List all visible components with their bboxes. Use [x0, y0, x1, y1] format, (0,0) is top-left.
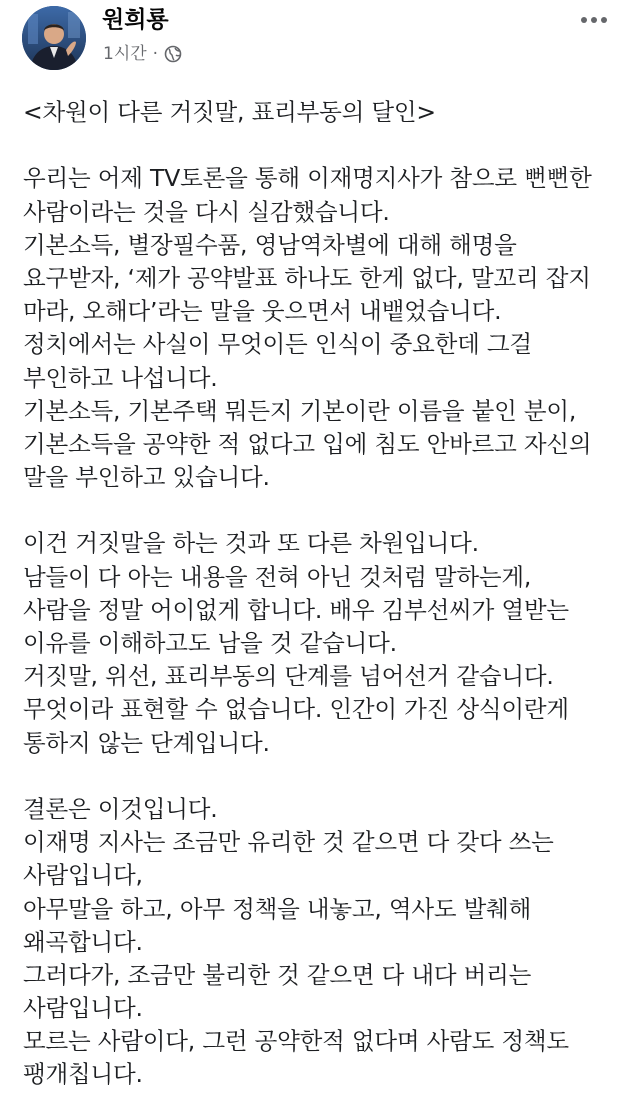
- post-text-line: 마라, 오해다’라는 말을 웃으면서 내뱉었습니다.: [23, 297, 502, 326]
- paragraph-spacer: [23, 129, 633, 162]
- post-time[interactable]: 1시간: [103, 44, 147, 64]
- post-text-line: 이재명 지사는 조금만 유리한 것 같으면 다 갖다 쓰는: [23, 828, 554, 857]
- post-text-line: 그러다가, 조금만 불리한 것 같으면 다 내다 버리는: [23, 960, 532, 989]
- post-text-line: 기본소득, 기본주택 뭐든지 기본이란 이름을 붙인 분이,: [23, 396, 577, 425]
- more-options-button[interactable]: [576, 10, 612, 30]
- post-text-line: 사람입니다.: [23, 994, 143, 1023]
- post-text-line: 우리는 어제 TV토론을 통해 이재명지사가 참으로 뻔뻔한: [23, 164, 592, 193]
- post-text-line: 이유를 이해하고도 남을 것 같습니다.: [23, 629, 397, 657]
- post-text-line: 무엇이라 표현할 수 없습니다. 인간이 가진 상식이란게: [23, 695, 569, 724]
- paragraph-spacer: [23, 760, 633, 793]
- post-text-line: 아무말을 하고, 아무 정책을 내놓고, 역사도 발췌해: [23, 894, 532, 923]
- post-text-line: 기본소득을 공약한 적 없다고 입에 침도 안바르고 자신의: [23, 429, 592, 458]
- post-text-line: 정치에서는 사실이 무엇이든 인식이 중요한데 그걸: [23, 330, 532, 359]
- avatar[interactable]: [22, 6, 86, 70]
- post-text-line: 통하지 않는 단계입니다.: [23, 728, 270, 757]
- post-text-line: 요구받자, ‘제가 공약발표 하나도 한게 없다, 말꼬리 잡지: [23, 263, 591, 292]
- author-name[interactable]: 원희룡: [102, 7, 169, 33]
- post-header: [0, 0, 640, 80]
- post-text-line: 팽개칩니다.: [23, 1060, 143, 1089]
- more-options-icon: [576, 10, 612, 30]
- paragraph-spacer: [23, 494, 633, 527]
- post-meta: [103, 42, 182, 66]
- post-text-line: 사람입니다,: [23, 861, 143, 890]
- post-text-line: 이건 거짓말을 하는 것과 또 다른 차원입니다.: [23, 529, 479, 558]
- globe-icon: [164, 45, 182, 63]
- post-body: [23, 96, 633, 1092]
- post-text-line: 말을 부인하고 있습니다.: [23, 463, 270, 492]
- post-text-line: 왜곡합니다.: [23, 927, 143, 956]
- post-text-line: 기본소득, 별장필수품, 영남역차별에 대해 해명을: [23, 230, 517, 259]
- post-title-line: <차원이 다른 거짓말, 표리부동의 달인>: [23, 98, 436, 126]
- post-text-line: 부인하고 나섭니다.: [23, 363, 218, 392]
- post-text-line: 결론은 이것입니다.: [23, 794, 218, 823]
- post-text-line: 사람이라는 것을 다시 실감했습니다.: [23, 197, 390, 226]
- profile-photo-icon: [22, 6, 86, 70]
- meta-separator: ·: [152, 44, 159, 64]
- post-text-line: 남들이 다 아는 내용을 전혀 아닌 것처럼 말하는게,: [23, 562, 532, 591]
- post-text-line: 사람을 정말 어이없게 합니다. 배우 김부선씨가 열받는: [23, 595, 569, 624]
- post-text-line: 거짓말, 위선, 표리부동의 단계를 넘어선거 같습니다.: [23, 662, 554, 691]
- post-text-line: 모르는 사람이다, 그런 공약한적 없다며 사람도 정책도: [23, 1027, 569, 1056]
